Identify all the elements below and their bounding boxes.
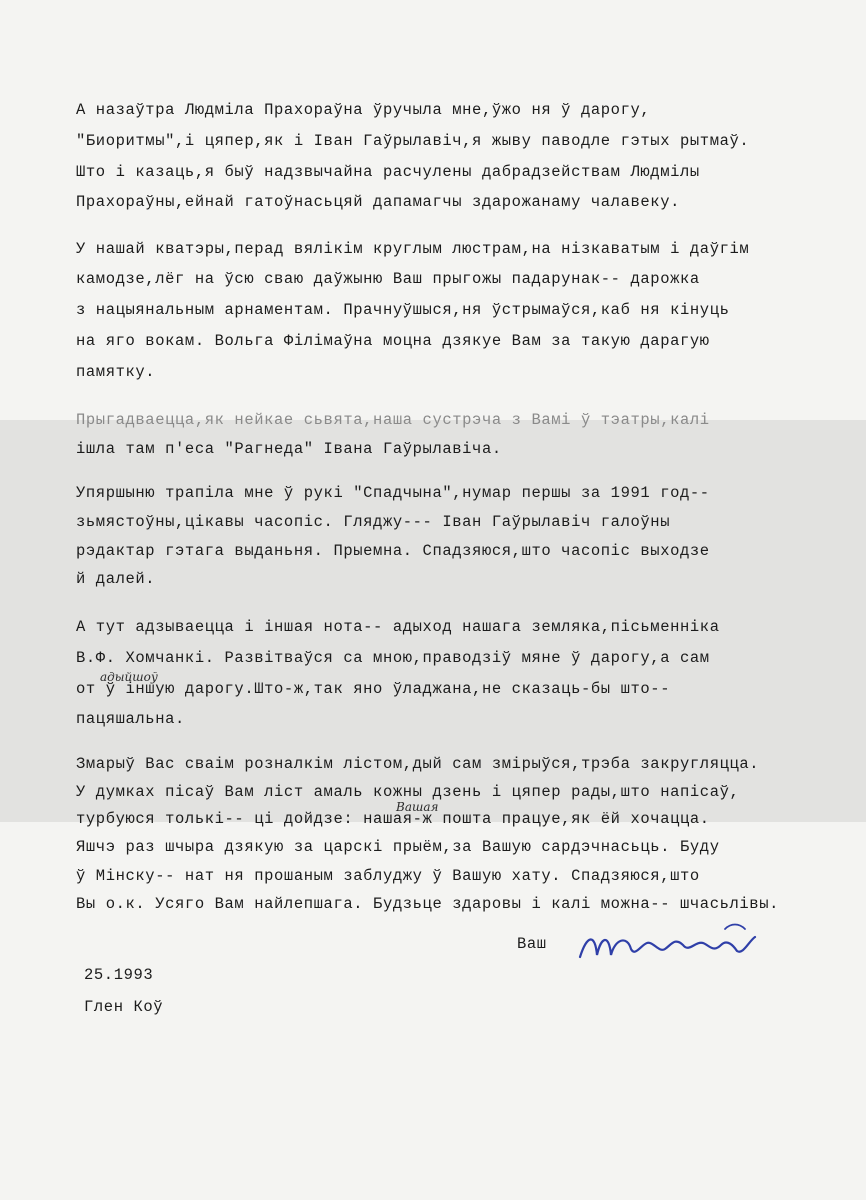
- letter-line: Прахораўны,ейнай гатоўнасьцяй дапамагчы здарожанаму чалавеку.: [76, 193, 680, 211]
- letter-line: от ў іншую дарогу.Што-ж,так яно ўладжана,не сказаць-бы што--: [76, 680, 671, 698]
- letter-line: А назаўтра Людміла Прахораўна ўручыла мне,ўжо ня ў дарогу,: [76, 101, 651, 119]
- letter-line: "Биоритмы",і цяпер,як і Іван Гаўрылавіч,я жыву паводле гэтых рытмаў.: [76, 132, 750, 150]
- letter-line: на яго вокам. Вольга Філімаўна моцна дзякуе Вам за такую дарагую: [76, 332, 710, 350]
- letter-line: Яшчэ раз шчыра дзякую за царскі прыём,за Вашую сардэчнасьць. Буду: [76, 838, 720, 856]
- letter-line: рэдактар гэтага выданьня. Прыемна. Спадзяюся,што часопіс выходзе: [76, 542, 710, 560]
- letter-line: пацяшальна.: [76, 710, 185, 728]
- place: Глен Коў: [84, 998, 164, 1016]
- letter-line: Упяршыню трапіла мне ў рукі "Спадчына",нумар першы за 1991 год--: [76, 484, 710, 502]
- letter-line: камодзе,лёг на ўсю сваю даўжыню Ваш прыгожы падарунак-- дарожка: [76, 270, 700, 288]
- letter-line: зьмястоўны,цікавы часопіс. Гляджу--- Іван Гаўрылавіч галоўны: [76, 513, 671, 531]
- letter-line: У нашай кватэры,перад вялікім круглым люстрам,на нізкаватым і даўгім: [76, 240, 750, 258]
- letter-line: А тут адзываецца і іншая нота-- адыход нашага земляка,пісьменніка: [76, 618, 720, 636]
- letter-line: Вы о.к. Усяго Вам найлепшага. Будзьце здаровы і калі можна-- шчасьлівы.: [76, 895, 780, 913]
- letter-line: Прыгадваецца,як нейкае сьвята,наша сустрэча з Вамі ў тэатры,калі: [76, 411, 710, 429]
- letter-line: ў Мінску-- нат ня прошаным заблуджу ў Вашую хату. Спадзяюся,што: [76, 867, 700, 885]
- letter-line: й далей.: [76, 570, 156, 588]
- letter-line: У думках пісаў Вам ліст амаль кожны дзень і цяпер рады,што напісаў,: [76, 783, 740, 801]
- letter-line: ішла там п'еса "Рагнеда" Івана Гаўрылавіча.: [76, 440, 502, 458]
- date: 25.1993: [84, 966, 154, 984]
- handwritten-insert: адыйшоў: [100, 670, 158, 684]
- letter-line: В.Ф. Хомчанкі. Развітваўся са мною,праводзіў мяне ў дарогу,а сам: [76, 649, 710, 667]
- letter-line: памятку.: [76, 363, 156, 381]
- signature: [575, 915, 775, 980]
- handwritten-insert: Вашая: [396, 800, 439, 814]
- letter-line: Што і казаць,я быў надзвычайна расчулены дабрадзействам Людмілы: [76, 163, 700, 181]
- letter-line: турбуюся толькі-- ці дойдзе: нашая-ж пошта працуе,як ёй хочацца.: [76, 810, 710, 828]
- closing-word: Ваш: [517, 935, 547, 953]
- letter-line: з нацыянальным арнаментам. Прачнуўшыся,ня ўстрымаўся,каб ня кінуць: [76, 301, 730, 319]
- letter-line: Змарыў Вас сваім розналкім лістом,дый сам змірыўся,трэба закругляцца.: [76, 755, 760, 773]
